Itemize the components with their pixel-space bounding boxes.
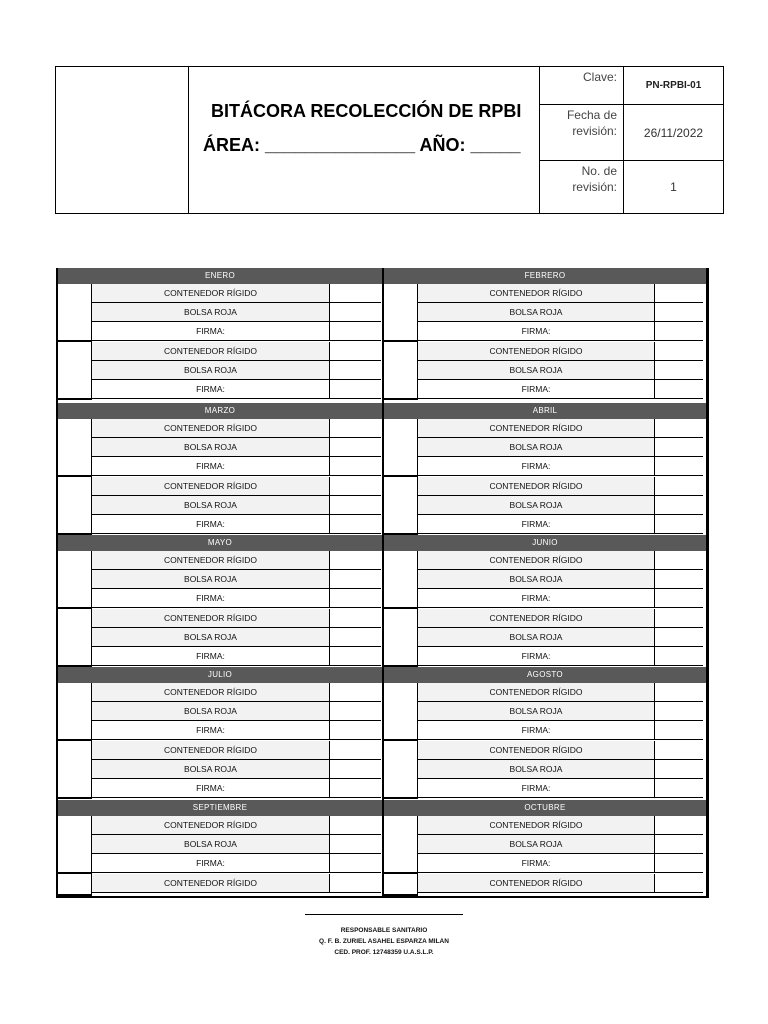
bolsa-roja-label: BOLSA ROJA bbox=[92, 496, 330, 514]
log-column-left bbox=[56, 268, 383, 898]
date-cell[interactable] bbox=[58, 609, 92, 667]
firma-row bbox=[92, 779, 381, 798]
firma-value-cell[interactable] bbox=[330, 380, 381, 398]
contenedor-rigido-row bbox=[418, 816, 703, 835]
date-cell[interactable] bbox=[384, 477, 418, 535]
date-cell[interactable] bbox=[58, 683, 92, 741]
contenedor-rigido-label: CONTENEDOR RÍGIDO bbox=[92, 741, 330, 759]
bolsa-roja-value-cell[interactable] bbox=[330, 628, 381, 646]
contenedor-rigido-row bbox=[92, 551, 381, 570]
firma-value-cell[interactable] bbox=[655, 854, 703, 872]
bolsa-roja-row bbox=[418, 702, 703, 721]
date-cell[interactable] bbox=[384, 741, 418, 799]
signature-line bbox=[305, 914, 463, 915]
contenedor-rigido-label: CONTENEDOR RÍGIDO bbox=[418, 419, 655, 437]
firma-value-cell[interactable] bbox=[655, 457, 703, 475]
bolsa-roja-value-cell[interactable] bbox=[330, 438, 381, 456]
collection-entry bbox=[384, 551, 706, 609]
contenedor-rigido-row bbox=[92, 741, 381, 760]
logo-cell bbox=[56, 67, 189, 213]
contenedor-rigido-value-cell[interactable] bbox=[655, 551, 703, 569]
bolsa-roja-row bbox=[92, 760, 381, 779]
firma-value-cell[interactable] bbox=[330, 647, 381, 665]
contenedor-rigido-row bbox=[92, 816, 381, 835]
firma-label: FIRMA: bbox=[418, 380, 655, 398]
bolsa-roja-value-cell[interactable] bbox=[330, 496, 381, 514]
firma-value-cell[interactable] bbox=[330, 779, 381, 797]
contenedor-rigido-value-cell[interactable] bbox=[655, 477, 703, 495]
firma-row bbox=[418, 854, 703, 873]
bolsa-roja-label: BOLSA ROJA bbox=[92, 835, 330, 853]
contenedor-rigido-row bbox=[92, 419, 381, 438]
month-header: ENERO bbox=[58, 268, 382, 284]
footer-role: RESPONSABLE SANITARIO bbox=[340, 927, 428, 934]
bolsa-roja-value-cell[interactable] bbox=[330, 570, 381, 588]
month-header: JULIO bbox=[58, 667, 382, 683]
no-revision-label-line2: revisión: bbox=[572, 180, 617, 194]
contenedor-rigido-label: CONTENEDOR RÍGIDO bbox=[418, 609, 655, 627]
firma-row bbox=[92, 380, 381, 399]
firma-label: FIRMA: bbox=[418, 515, 655, 533]
clave-value: PN-RPBI-01 bbox=[645, 80, 702, 91]
bolsa-roja-label: BOLSA ROJA bbox=[92, 570, 330, 588]
bolsa-roja-row bbox=[418, 570, 703, 589]
contenedor-rigido-label: CONTENEDOR RÍGIDO bbox=[418, 683, 655, 701]
contenedor-rigido-value-cell[interactable] bbox=[330, 609, 381, 627]
collection-entry bbox=[58, 816, 382, 874]
contenedor-rigido-value-cell[interactable] bbox=[330, 683, 381, 701]
firma-row bbox=[418, 721, 703, 740]
contenedor-rigido-value-cell[interactable] bbox=[655, 874, 703, 892]
date-cell[interactable] bbox=[384, 683, 418, 741]
firma-value-cell[interactable] bbox=[330, 589, 381, 607]
bolsa-roja-row bbox=[92, 570, 381, 589]
contenedor-rigido-label: CONTENEDOR RÍGIDO bbox=[418, 342, 655, 360]
footer-name: Q. F. B. ZURIEL ASAHEL ESPARZA MILAN bbox=[319, 938, 449, 945]
firma-label: FIRMA: bbox=[418, 721, 655, 739]
collection-entry bbox=[384, 419, 706, 477]
firma-label: FIRMA: bbox=[418, 779, 655, 797]
fecha-row bbox=[540, 105, 723, 161]
month-header: OCTUBRE bbox=[384, 800, 706, 816]
firma-label: FIRMA: bbox=[92, 515, 330, 533]
date-cell[interactable] bbox=[384, 609, 418, 667]
clave-label: Clave: bbox=[540, 67, 624, 104]
collection-entry bbox=[58, 609, 382, 667]
bolsa-roja-label: BOLSA ROJA bbox=[418, 570, 655, 588]
date-cell[interactable] bbox=[384, 816, 418, 874]
firma-label: FIRMA: bbox=[92, 779, 330, 797]
contenedor-rigido-row bbox=[92, 284, 381, 303]
bolsa-roja-row bbox=[418, 760, 703, 779]
bolsa-roja-label: BOLSA ROJA bbox=[92, 438, 330, 456]
firma-row bbox=[418, 515, 703, 534]
bolsa-roja-label: BOLSA ROJA bbox=[418, 438, 655, 456]
firma-value-cell[interactable] bbox=[655, 322, 703, 340]
collection-entry bbox=[58, 551, 382, 609]
title-cell bbox=[189, 67, 540, 213]
grid-bottom-border bbox=[58, 896, 382, 898]
contenedor-rigido-row bbox=[418, 551, 703, 570]
contenedor-rigido-row bbox=[418, 284, 703, 303]
contenedor-rigido-label: CONTENEDOR RÍGIDO bbox=[418, 551, 655, 569]
contenedor-rigido-value-cell[interactable] bbox=[330, 551, 381, 569]
no-revision-label bbox=[540, 161, 624, 213]
firma-row bbox=[418, 779, 703, 798]
contenedor-rigido-label: CONTENEDOR RÍGIDO bbox=[418, 874, 655, 892]
bolsa-roja-row bbox=[92, 438, 381, 457]
firma-value-cell[interactable] bbox=[655, 380, 703, 398]
firma-row bbox=[92, 647, 381, 666]
bolsa-roja-label: BOLSA ROJA bbox=[418, 303, 655, 321]
month-header: SEPTIEMBRE bbox=[58, 800, 382, 816]
contenedor-rigido-row bbox=[92, 874, 381, 893]
contenedor-rigido-row bbox=[92, 683, 381, 702]
contenedor-rigido-label: CONTENEDOR RÍGIDO bbox=[92, 816, 330, 834]
no-revision-value: 1 bbox=[670, 180, 677, 194]
bolsa-roja-value-cell[interactable] bbox=[655, 760, 703, 778]
firma-row bbox=[418, 457, 703, 476]
collection-entry bbox=[384, 816, 706, 874]
date-cell[interactable] bbox=[58, 342, 92, 400]
firma-row bbox=[418, 647, 703, 666]
document-header bbox=[55, 66, 724, 214]
month-header: MARZO bbox=[58, 403, 382, 419]
bolsa-roja-row bbox=[92, 835, 381, 854]
bolsa-roja-value-cell[interactable] bbox=[655, 702, 703, 720]
contenedor-rigido-label: CONTENEDOR RÍGIDO bbox=[92, 477, 330, 495]
collection-log-grid bbox=[56, 268, 712, 898]
collection-entry bbox=[58, 874, 382, 896]
bolsa-roja-label: BOLSA ROJA bbox=[92, 303, 330, 321]
firma-label: FIRMA: bbox=[418, 589, 655, 607]
firma-label: FIRMA: bbox=[418, 322, 655, 340]
contenedor-rigido-label: CONTENEDOR RÍGIDO bbox=[418, 741, 655, 759]
contenedor-rigido-value-cell[interactable] bbox=[330, 874, 381, 892]
bolsa-roja-value-cell[interactable] bbox=[330, 760, 381, 778]
contenedor-rigido-row bbox=[418, 342, 703, 361]
bolsa-roja-row bbox=[92, 702, 381, 721]
bolsa-roja-row bbox=[418, 303, 703, 322]
date-cell[interactable] bbox=[58, 874, 92, 896]
contenedor-rigido-label: CONTENEDOR RÍGIDO bbox=[92, 609, 330, 627]
bolsa-roja-label: BOLSA ROJA bbox=[418, 496, 655, 514]
firma-label: FIRMA: bbox=[92, 457, 330, 475]
firma-label: FIRMA: bbox=[92, 322, 330, 340]
contenedor-rigido-value-cell[interactable] bbox=[330, 477, 381, 495]
contenedor-rigido-row bbox=[92, 342, 381, 361]
contenedor-rigido-label: CONTENEDOR RÍGIDO bbox=[92, 874, 330, 892]
footer-ced: CED. PROF. 12748359 U.A.S.L.P. bbox=[334, 949, 434, 956]
date-cell[interactable] bbox=[384, 551, 418, 609]
contenedor-rigido-value-cell[interactable] bbox=[655, 683, 703, 701]
bolsa-roja-row bbox=[92, 496, 381, 515]
clave-row bbox=[540, 67, 723, 105]
contenedor-rigido-label: CONTENEDOR RÍGIDO bbox=[418, 477, 655, 495]
month-header: JUNIO bbox=[384, 535, 706, 551]
document-meta bbox=[540, 67, 723, 213]
firma-row bbox=[418, 322, 703, 341]
bolsa-roja-value-cell[interactable] bbox=[330, 303, 381, 321]
collection-entry bbox=[384, 874, 706, 896]
contenedor-rigido-value-cell[interactable] bbox=[330, 816, 381, 834]
bolsa-roja-row bbox=[418, 628, 703, 647]
bolsa-roja-label: BOLSA ROJA bbox=[418, 628, 655, 646]
collection-entry bbox=[58, 419, 382, 477]
contenedor-rigido-label: CONTENEDOR RÍGIDO bbox=[92, 551, 330, 569]
bolsa-roja-label: BOLSA ROJA bbox=[418, 702, 655, 720]
contenedor-rigido-row bbox=[418, 609, 703, 628]
bolsa-roja-row bbox=[418, 496, 703, 515]
contenedor-rigido-value-cell[interactable] bbox=[655, 609, 703, 627]
firma-value-cell[interactable] bbox=[330, 322, 381, 340]
contenedor-rigido-value-cell[interactable] bbox=[655, 419, 703, 437]
contenedor-rigido-value-cell[interactable] bbox=[330, 342, 381, 360]
firma-value-cell[interactable] bbox=[655, 779, 703, 797]
bolsa-roja-value-cell[interactable] bbox=[330, 835, 381, 853]
contenedor-rigido-row bbox=[418, 477, 703, 496]
contenedor-rigido-row bbox=[418, 741, 703, 760]
area-year-line: ÁREA: _______________ AÑO: _____ bbox=[203, 135, 521, 155]
firma-value-cell[interactable] bbox=[655, 647, 703, 665]
fecha-value: 26/11/2022 bbox=[643, 125, 704, 140]
contenedor-rigido-row bbox=[92, 609, 381, 628]
date-cell[interactable] bbox=[384, 284, 418, 342]
firma-row bbox=[92, 589, 381, 608]
date-cell[interactable] bbox=[58, 284, 92, 342]
bolsa-roja-row bbox=[92, 303, 381, 322]
contenedor-rigido-label: CONTENEDOR RÍGIDO bbox=[92, 284, 330, 302]
bolsa-roja-label: BOLSA ROJA bbox=[92, 361, 330, 379]
fecha-label bbox=[540, 105, 624, 160]
contenedor-rigido-row bbox=[418, 874, 703, 893]
date-cell[interactable] bbox=[58, 741, 92, 799]
collection-entry bbox=[384, 342, 706, 400]
firma-value-cell[interactable] bbox=[655, 589, 703, 607]
firma-value-cell[interactable] bbox=[330, 515, 381, 533]
bolsa-roja-label: BOLSA ROJA bbox=[418, 361, 655, 379]
bolsa-roja-row bbox=[418, 361, 703, 380]
firma-row bbox=[418, 380, 703, 399]
firma-label: FIRMA: bbox=[418, 854, 655, 872]
date-cell[interactable] bbox=[384, 419, 418, 477]
collection-entry bbox=[384, 741, 706, 799]
bolsa-roja-label: BOLSA ROJA bbox=[418, 835, 655, 853]
bolsa-roja-value-cell[interactable] bbox=[655, 835, 703, 853]
contenedor-rigido-value-cell[interactable] bbox=[330, 741, 381, 759]
firma-row bbox=[92, 457, 381, 476]
contenedor-rigido-value-cell[interactable] bbox=[655, 816, 703, 834]
bolsa-roja-value-cell[interactable] bbox=[330, 361, 381, 379]
document-title: BITÁCORA RECOLECCIÓN DE RPBI bbox=[211, 101, 522, 121]
contenedor-rigido-value-cell[interactable] bbox=[330, 284, 381, 302]
fecha-label-line1: Fecha de bbox=[566, 108, 617, 122]
firma-label: FIRMA: bbox=[92, 647, 330, 665]
no-revision-label-line1: No. de bbox=[581, 164, 617, 178]
fecha-label-line2: revisión: bbox=[572, 124, 617, 138]
date-cell[interactable] bbox=[58, 419, 92, 477]
firma-value-cell[interactable] bbox=[655, 721, 703, 739]
contenedor-rigido-row bbox=[418, 419, 703, 438]
firma-row bbox=[92, 515, 381, 534]
firma-value-cell[interactable] bbox=[330, 457, 381, 475]
bolsa-roja-value-cell[interactable] bbox=[655, 570, 703, 588]
firma-row bbox=[92, 854, 381, 873]
collection-entry bbox=[58, 477, 382, 535]
bolsa-roja-value-cell[interactable] bbox=[655, 438, 703, 456]
firma-label: FIRMA: bbox=[92, 589, 330, 607]
contenedor-rigido-label: CONTENEDOR RÍGIDO bbox=[92, 683, 330, 701]
month-header: AGOSTO bbox=[384, 667, 706, 683]
bolsa-roja-label: BOLSA ROJA bbox=[92, 760, 330, 778]
log-column-right bbox=[382, 268, 709, 898]
collection-entry bbox=[58, 741, 382, 799]
bolsa-roja-row bbox=[418, 835, 703, 854]
collection-entry bbox=[384, 609, 706, 667]
firma-label: FIRMA: bbox=[92, 721, 330, 739]
firma-value-cell[interactable] bbox=[655, 515, 703, 533]
collection-entry bbox=[58, 342, 382, 400]
month-header: MAYO bbox=[58, 535, 382, 551]
grid-bottom-border bbox=[384, 896, 706, 898]
contenedor-rigido-label: CONTENEDOR RÍGIDO bbox=[418, 284, 655, 302]
bolsa-roja-value-cell[interactable] bbox=[330, 702, 381, 720]
firma-label: FIRMA: bbox=[92, 854, 330, 872]
firma-row bbox=[92, 322, 381, 341]
bolsa-roja-value-cell[interactable] bbox=[655, 361, 703, 379]
contenedor-rigido-label: CONTENEDOR RÍGIDO bbox=[418, 816, 655, 834]
bolsa-roja-label: BOLSA ROJA bbox=[418, 760, 655, 778]
contenedor-rigido-label: CONTENEDOR RÍGIDO bbox=[92, 342, 330, 360]
firma-value-cell[interactable] bbox=[330, 854, 381, 872]
collection-entry bbox=[384, 683, 706, 741]
collection-entry bbox=[384, 477, 706, 535]
bolsa-roja-value-cell[interactable] bbox=[655, 303, 703, 321]
bolsa-roja-row bbox=[92, 361, 381, 380]
firma-row bbox=[92, 721, 381, 740]
contenedor-rigido-value-cell[interactable] bbox=[655, 284, 703, 302]
bolsa-roja-row bbox=[92, 628, 381, 647]
no-revision-row bbox=[540, 161, 723, 213]
bolsa-roja-value-cell[interactable] bbox=[655, 628, 703, 646]
contenedor-rigido-value-cell[interactable] bbox=[655, 741, 703, 759]
firma-label: FIRMA: bbox=[92, 380, 330, 398]
collection-entry bbox=[384, 284, 706, 342]
bolsa-roja-label: BOLSA ROJA bbox=[92, 702, 330, 720]
contenedor-rigido-label: CONTENEDOR RÍGIDO bbox=[92, 419, 330, 437]
bolsa-roja-label: BOLSA ROJA bbox=[92, 628, 330, 646]
firma-value-cell[interactable] bbox=[330, 721, 381, 739]
collection-entry bbox=[58, 683, 382, 741]
date-cell[interactable] bbox=[58, 816, 92, 874]
date-cell[interactable] bbox=[58, 477, 92, 535]
date-cell[interactable] bbox=[384, 342, 418, 400]
bolsa-roja-value-cell[interactable] bbox=[655, 496, 703, 514]
contenedor-rigido-value-cell[interactable] bbox=[330, 419, 381, 437]
date-cell[interactable] bbox=[58, 551, 92, 609]
contenedor-rigido-row bbox=[92, 477, 381, 496]
contenedor-rigido-value-cell[interactable] bbox=[655, 342, 703, 360]
date-cell[interactable] bbox=[384, 874, 418, 896]
month-header: ABRIL bbox=[384, 403, 706, 419]
collection-entry bbox=[58, 284, 382, 342]
firma-label: FIRMA: bbox=[418, 647, 655, 665]
firma-row bbox=[418, 589, 703, 608]
month-header: FEBRERO bbox=[384, 268, 706, 284]
bolsa-roja-row bbox=[418, 438, 703, 457]
firma-label: FIRMA: bbox=[418, 457, 655, 475]
contenedor-rigido-row bbox=[418, 683, 703, 702]
